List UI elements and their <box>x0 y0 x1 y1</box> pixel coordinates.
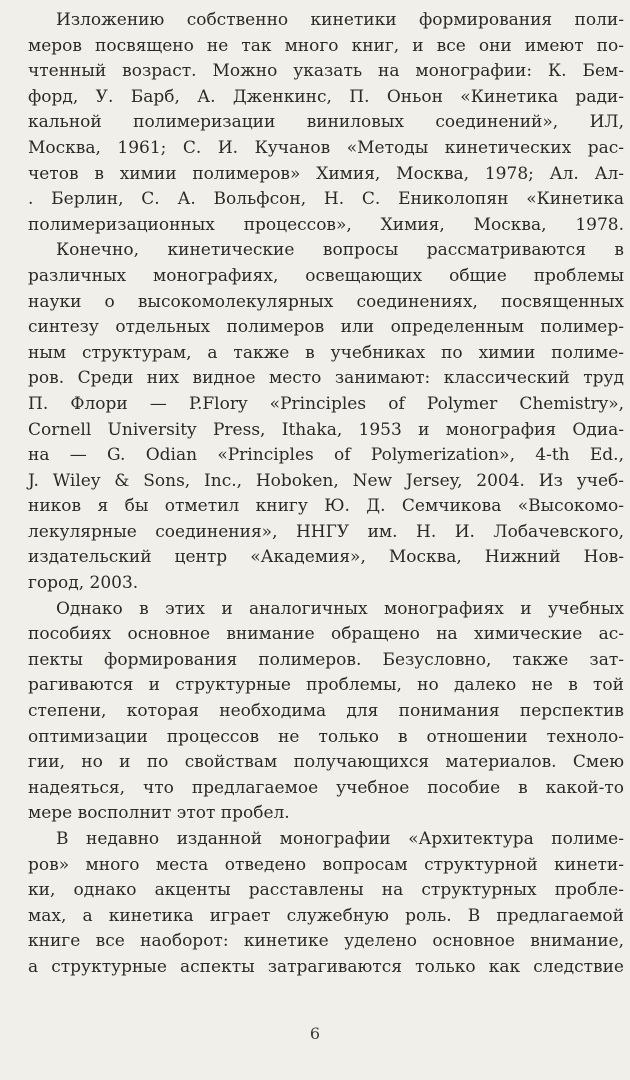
text-line: пособиях основное внимание обращено на химические ас- <box>28 624 624 645</box>
text-line: чтенный возраст. Можно указать на монографии: К. Бем- <box>28 61 624 82</box>
text-line: J. Wiley & Sons, Inc., Hoboken, New Jersey, 2004. Из учеб- <box>28 470 624 491</box>
text-line: ки, однако акценты расставлены на структурных пробле- <box>28 880 624 901</box>
text-line: оптимизации процессов не только в отношении техноло- <box>28 726 624 747</box>
text-line: В недавно изданной монографии «Архитектура полиме- <box>56 829 624 849</box>
text-line: меров посвящено не так много книг, и все они имеют по- <box>28 35 624 56</box>
text-line: на — G. Odian «Principles of Polymerization», 4-th Ed., <box>28 445 624 466</box>
text-line: Москва, 1961; С. И. Кучанов «Методы кинетических рас- <box>28 137 624 158</box>
text-line: степени, которая необходима для понимания перспектив <box>28 701 624 722</box>
text-line: полимеризационных процессов», Химия, Москва, 1978. <box>28 214 624 235</box>
page-number: 6 <box>309 1024 321 1043</box>
text-line: форд, У. Барб, А. Дженкинс, П. Оньон «Кинетика ради- <box>28 86 624 107</box>
text-line: Изложению собственно кинетики формирования поли- <box>56 10 624 30</box>
text-line: пекты формирования полимеров. Безусловно, также зат- <box>28 649 624 670</box>
text-line: мере восполнит этот пробел. <box>28 803 290 824</box>
text-line: синтезу отдельных полимеров или определенным полимер- <box>28 317 624 338</box>
text-line: надеяться, что предлагаемое учебное пособие в какой-то <box>28 777 624 798</box>
text-line: ров. Среди них видное место занимают: классический труд <box>28 368 624 389</box>
text-line: лекулярные соединения», ННГУ им. Н. И. Лобачевского, <box>28 521 624 542</box>
text-line: Однако в этих и аналогичных монографиях и учебных <box>56 598 624 619</box>
text-line: город, 2003. <box>28 573 139 594</box>
text-line: мах, а кинетика играет служебную роль. В предлагаемой <box>28 905 624 926</box>
text-line: . Берлин, С. А. Вольфсон, Н. С. Ениколопян «Кинетика <box>28 189 624 210</box>
text-line: ным структурам, а также в учебниках по химии полиме- <box>28 342 624 363</box>
text-line: издательский центр «Академия», Москва, Нижний Нов- <box>28 547 624 568</box>
text-line: различных монографиях, освещающих общие проблемы <box>28 265 624 286</box>
text-line: П. Флори — P.Flory «Principles of Polymer Chemistry», <box>28 393 624 414</box>
text-line: ров» много места отведено вопросам структурной кинети- <box>28 854 624 875</box>
text-line: книге все наоборот: кинетике уделено основное внимание, <box>28 931 624 952</box>
text-line: кальной полимеризации виниловых соединений», ИЛ, <box>28 112 624 133</box>
text-line: четов в химии полимеров» Химия, Москва, 1978; Ал. Ал- <box>28 163 624 184</box>
text-line: ников я бы отметил книгу Ю. Д. Семчикова «Высокомо- <box>28 496 624 517</box>
body-text <box>28 8 624 981</box>
text-line: а структурные аспекты затрагиваются только как следствие <box>28 956 624 977</box>
text-line: гии, но и по свойствам получающихся материалов. Смею <box>28 752 624 773</box>
text-line: рагиваются и структурные проблемы, но далеко не в той <box>28 675 624 696</box>
text-line: науки о высокомолекулярных соединениях, посвященных <box>28 291 624 312</box>
text-line: Конечно, кинетические вопросы рассматриваются в <box>56 240 624 261</box>
text-line: Cornell University Press, Ithaka, 1953 и монография Одиа- <box>28 419 624 440</box>
